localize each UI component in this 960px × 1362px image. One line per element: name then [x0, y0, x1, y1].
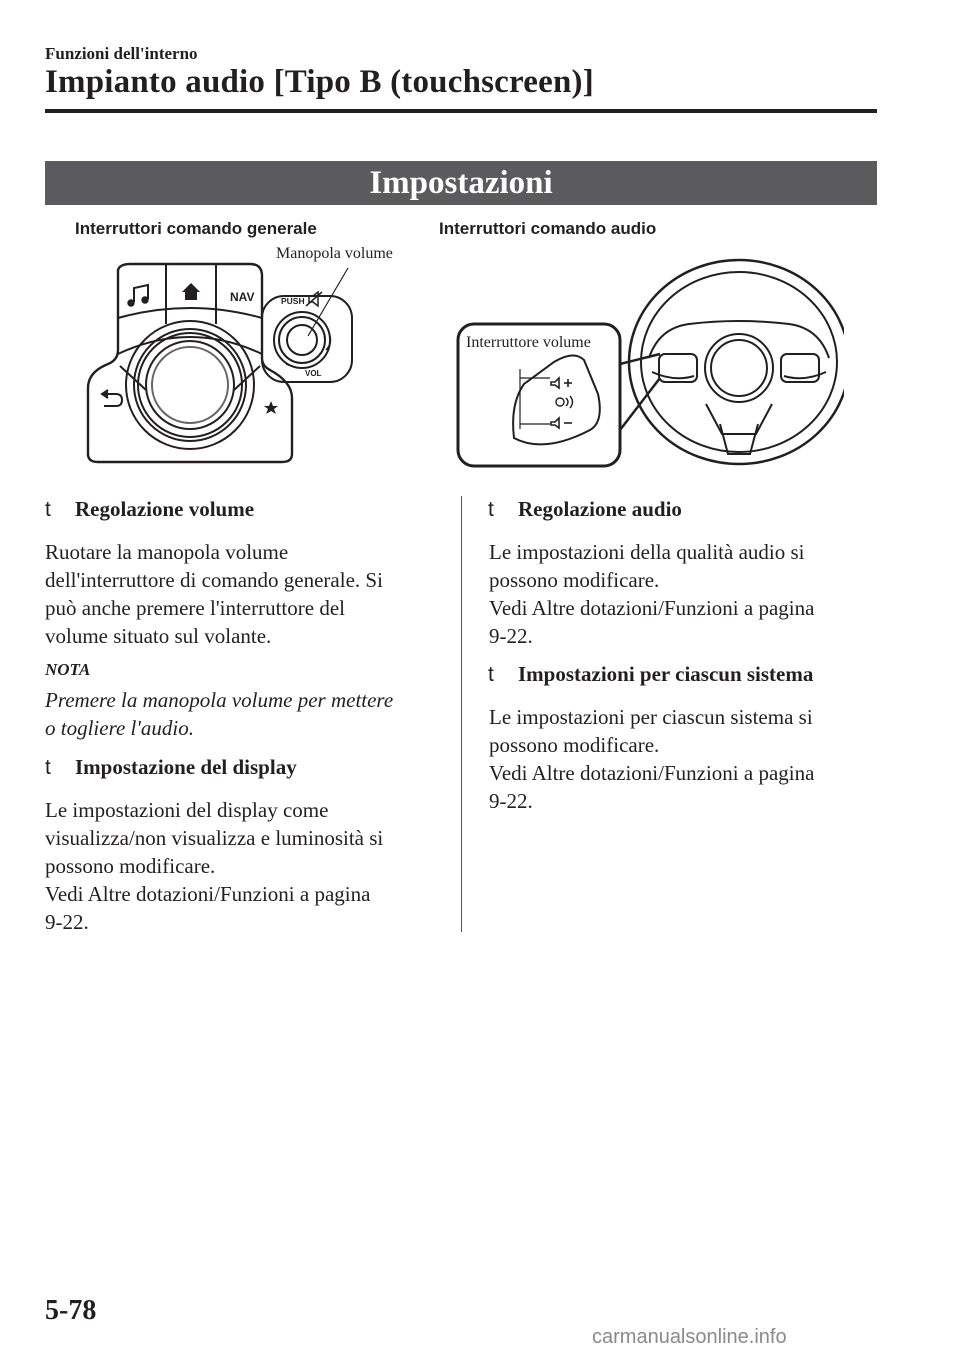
watermark: carmanualsonline.info: [592, 1326, 787, 1348]
volume-up-icon: [551, 378, 572, 388]
column-divider: [461, 496, 462, 932]
page-number: 5-78: [45, 1295, 97, 1326]
section-body-audio: Le impostazioni della qualità audio si possono modificare. Vedi Altre dotazioni/Funzioni a pagina 9-22.: [489, 540, 815, 648]
home-icon: [182, 283, 200, 300]
push-label: PUSH: [281, 296, 305, 306]
note-body: Premere la manopola volume per mettere o togliere l'audio.: [45, 688, 394, 740]
bullet-glyph: t: [488, 663, 494, 686]
mute-icon: [306, 292, 322, 306]
back-icon: [102, 390, 122, 406]
audio-switch-figure-heading: Interruttori comando audio: [439, 219, 657, 238]
bullet-glyph: t: [45, 498, 51, 521]
commander-switch-illustration: [80, 258, 425, 470]
voice-command-icon: [556, 396, 573, 408]
section-banner: Impostazioni: [45, 161, 877, 205]
bullet-glyph: t: [45, 756, 51, 779]
note-heading: NOTA: [45, 660, 91, 679]
section-heading-audio: t Regolazione audio: [488, 497, 682, 521]
title-rule: [45, 109, 877, 113]
chapter-label: Funzioni dell'interno: [45, 44, 198, 63]
nav-button-label: NAV: [230, 290, 255, 304]
section-heading-volume: t Regolazione volume: [45, 497, 255, 521]
volume-knob-callout: Manopola volume: [276, 245, 393, 262]
section-heading-systems: t Impostazioni per ciascun sistema: [488, 662, 814, 686]
music-note-icon: [128, 285, 148, 306]
page-title: Impianto audio [Tipo B (touchscreen)]: [45, 64, 594, 100]
section-body-display: Le impostazioni del display come visualizza/non visualizza e luminosità si possono modificare. Vedi Altre dotazioni/Funzioni a pagina 9-22.: [45, 798, 384, 934]
favorite-star-icon: [264, 401, 278, 414]
bullet-glyph: t: [488, 498, 494, 521]
volume-down-icon: [551, 418, 572, 428]
commander-figure-heading: Interruttori comando generale: [75, 219, 317, 238]
volume-switch-callout: Interruttore volume: [466, 334, 591, 351]
vol-label: VOL: [305, 369, 322, 378]
section-body-volume: Ruotare la manopola volume dell'interruttore di comando generale. Si può anche premere l'interruttore del volume situato sul volante.: [45, 540, 383, 648]
steering-wheel-illustration: [454, 254, 844, 470]
section-body-systems: Le impostazioni per ciascun sistema si possono modificare. Vedi Altre dotazioni/Funzioni a pagina 9-22.: [489, 705, 815, 813]
section-heading-display: t Impostazione del display: [45, 755, 297, 779]
